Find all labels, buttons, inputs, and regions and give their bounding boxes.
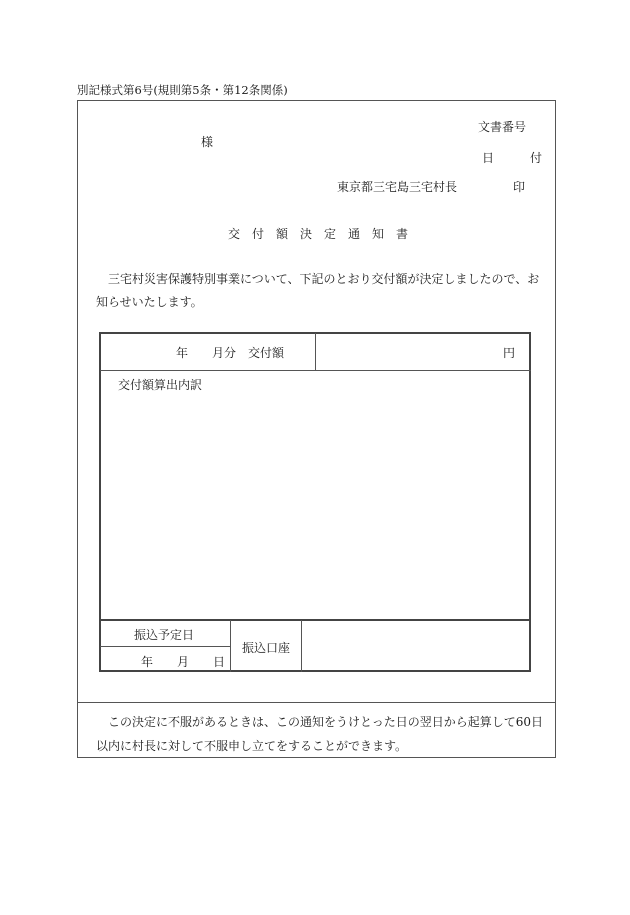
sender-name: 東京都三宅島三宅村長 <box>337 180 458 194</box>
table-column-divider <box>301 620 302 672</box>
transfer-date-label: 振込予定日 <box>134 628 195 642</box>
seal-mark: 印 <box>513 180 526 194</box>
yen-unit-label: 円 <box>503 346 516 360</box>
form-number-label: 別記様式第6号(規則第5条・第12条関係) <box>77 83 288 97</box>
transfer-account-label: 振込口座 <box>242 641 291 655</box>
table-row-divider <box>100 646 230 647</box>
transfer-date-value: 年 月 日 <box>141 655 226 669</box>
recipient-honorific: 様 <box>201 135 214 149</box>
table-row-divider <box>100 619 531 621</box>
notice-divider <box>77 702 556 703</box>
table-column-divider <box>230 620 231 672</box>
table-row-divider <box>100 370 531 371</box>
table-column-divider <box>315 333 316 370</box>
document-number-label: 文書番号 <box>478 120 527 134</box>
amount-period-label: 年 月分 交付額 <box>176 346 285 360</box>
breakdown-label: 交付額算出内訳 <box>118 378 203 392</box>
body-paragraph: 三宅村災害保護特別事業について、下記のとおり交付額が決定しましたので、お知らせいたします。 <box>96 272 540 309</box>
appeal-notice: この決定に不服があるときは、この通知をうけとった日の翌日から起算して60日以内に村長に対して不服申し立てをすることができます。 <box>96 715 544 753</box>
document-title: 交付額決定通知書 <box>228 227 421 241</box>
date-label: 日 付 <box>482 151 555 165</box>
